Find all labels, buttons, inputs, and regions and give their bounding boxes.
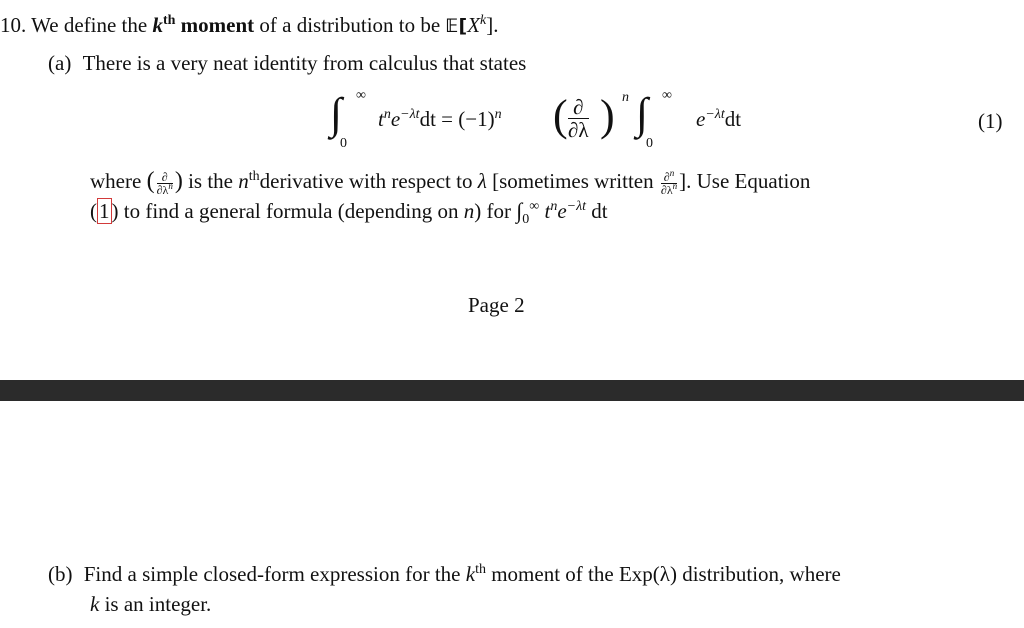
part-a-task-line: (1) to find a general formula (depending on n) for $\int_0^\infty$ $t^ne^{-\lambda t}$ dt: [90, 198, 608, 228]
equation-reference-link[interactable]: 1: [99, 199, 110, 223]
partial-n-fraction: $\frac{\partial}{\partial\lambda^n}$: [156, 169, 173, 197]
integral-sign-left: ∫: [330, 89, 343, 138]
question-10-heading: 10. We define the $k^{th}$ moment of a distribution to be $𝔼[X^k]$.: [0, 13, 499, 37]
part-b-line-1: (b) Find a simple closed-form expression for the $k^{th}$ moment of the Exp(λ) distribution, where: [48, 562, 841, 586]
page-label: Page 2: [468, 293, 525, 317]
equation-1: ∫ ∞ 0 $t^ne^{-\lambda t}dt = (-1)^n$ ( ∂ ∂λ ) n ∫ ∞ 0 $e^{-\lambda t}dt$: [330, 88, 742, 151]
equation-number: (1): [978, 109, 1003, 133]
partial-lambda-fraction: ∂ ∂λ: [568, 95, 589, 142]
part-a-where-line: where ( $\frac{\partial}{\partial\lambda^n}$ ) is the $n^{th}derivative$ with respect to λ [sometimes written $\frac{\partial^n}{\partial\lambda^n}$ ]. Use Equation: [90, 167, 811, 197]
part-b-label: (b): [48, 562, 73, 586]
integral-sign-right: ∫: [636, 89, 649, 138]
part-a-label: (a): [48, 51, 72, 75]
part-b-line-2: k is an integer.: [90, 592, 212, 616]
page-divider: [0, 380, 1024, 401]
question-number: 10.: [0, 13, 27, 37]
part-a-intro: (a) There is a very neat identity from calculus that states: [48, 51, 527, 75]
nth-partial-fraction: $\frac{\partial^n}{\partial\lambda^n}$: [660, 167, 678, 197]
